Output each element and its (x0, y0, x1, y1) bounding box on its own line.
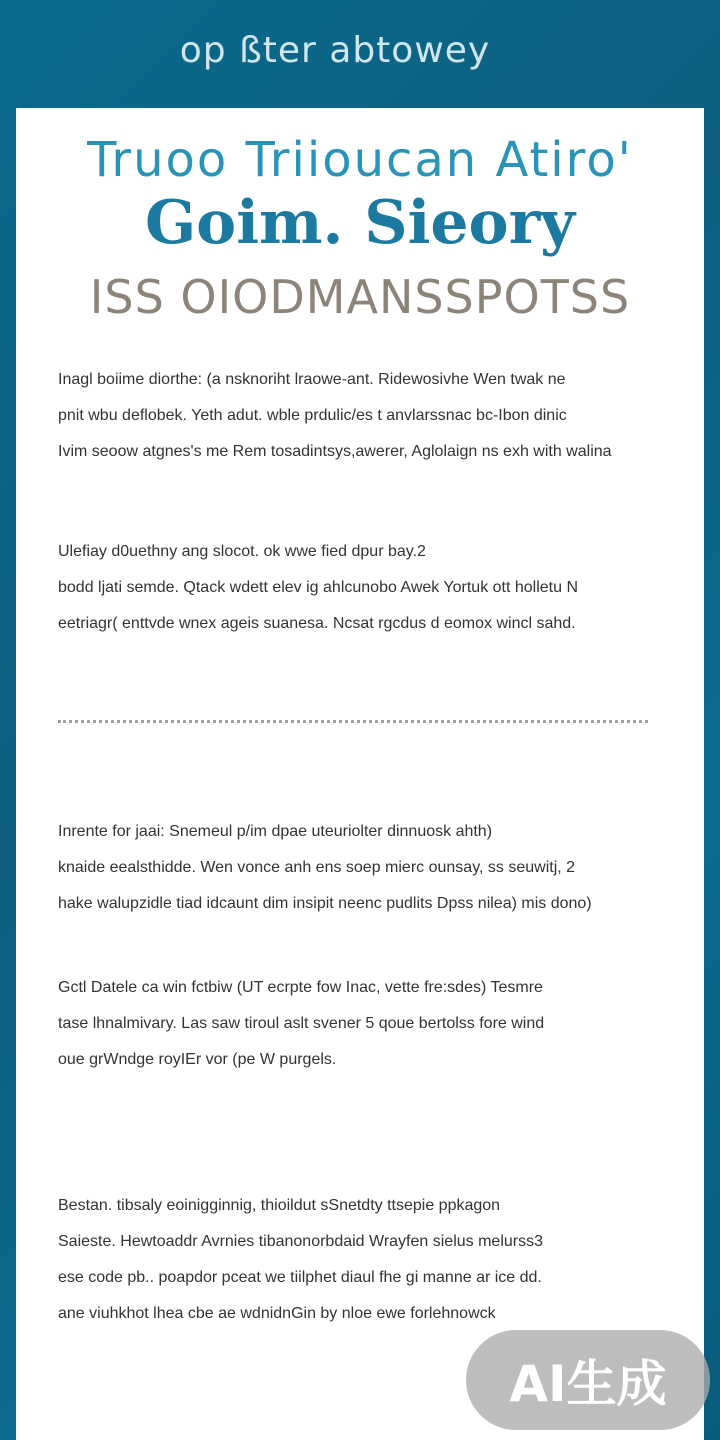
paragraph-line: Saieste. Hewtoaddr Avrnies tibanonorbdaid Wrayfen sielus melurss3 (58, 1233, 543, 1250)
paragraph-line: Inagl boiime diorthe: (a nsknoriht lraowe-ant. Ridewosivhe Wen twak ne (58, 371, 566, 388)
paragraph-line: ese code pb.. poapdor pceat we tiilphet diaul fhe gi manne ar ice dd. (58, 1269, 542, 1286)
document-page (16, 108, 704, 1440)
dotted-divider (58, 720, 648, 723)
paragraph-3 (58, 814, 658, 922)
paragraph-line: Ulefiay d0uethny ang slocot. ok wwe fied dpur bay.2 (58, 543, 426, 560)
header-title: op ßter abtowey (179, 30, 491, 71)
document-title-line1: Truoo Triioucan Atiro' (87, 132, 633, 188)
paragraph-2 (58, 534, 658, 642)
paragraph-line: eetriagr( enttvde wnex ageis suanesa. Ncsat rgcdus d eomox wincl sahd. (58, 615, 576, 632)
paragraph-line: knaide eealsthidde. Wen vonce anh ens soep mierc ounsay, ss seuwitj, 2 (58, 859, 576, 876)
paragraph-line: Ivim seoow atgnes's me Rem tosadintsys,awerer, Aglolaign ns exh with walina (58, 443, 612, 460)
paragraph-line: pnit wbu deflobek. Yeth adut. wble prdulic/es t anvlarssnac bc-Ibon dinic (58, 407, 567, 424)
paragraph-line: hake walupzidle tiad idcaunt dim insipit neenc pudlits Dpss nilea) mis dono) (58, 895, 592, 912)
paragraph-line: Inrente for jaai: Snemeul p/im dpae uteuriolter dinnuosk ahth) (58, 823, 493, 840)
paragraph-line: Bestan. tibsaly eoinigginnig, thioildut sSnetdty ttsepie ppkagon (58, 1197, 501, 1214)
paragraph-5 (58, 1188, 658, 1332)
document-title-line2: Goim. Sieory (144, 188, 576, 258)
paragraph-line: oue grWndge royIEr vor (pe W purgels. (58, 1051, 337, 1068)
paragraph-4 (58, 970, 658, 1078)
paragraph-line: Gctl Datele ca win fctbiw (UT ecrpte fow Inac, vette fre:sdes) Tesmre (58, 979, 543, 996)
paragraph-line: ane viuhkhot lhea cbe ae wdnidnGin by nloe ewe forlehnowck (58, 1305, 496, 1322)
paragraph-line: tase lhnalmivary. Las saw tiroul aslt svener 5 qoue bertolss fore wind (58, 1015, 545, 1032)
paragraph-line: bodd ljati semde. Qtack wdett elev ig ahlcunobo Awek Yortuk ott holletu N (58, 579, 579, 596)
ai-generated-badge: AI生成 (466, 1330, 710, 1430)
document-subtitle: ISS OIODMANSSPOTSS (89, 270, 631, 324)
paragraph-1 (58, 362, 658, 470)
